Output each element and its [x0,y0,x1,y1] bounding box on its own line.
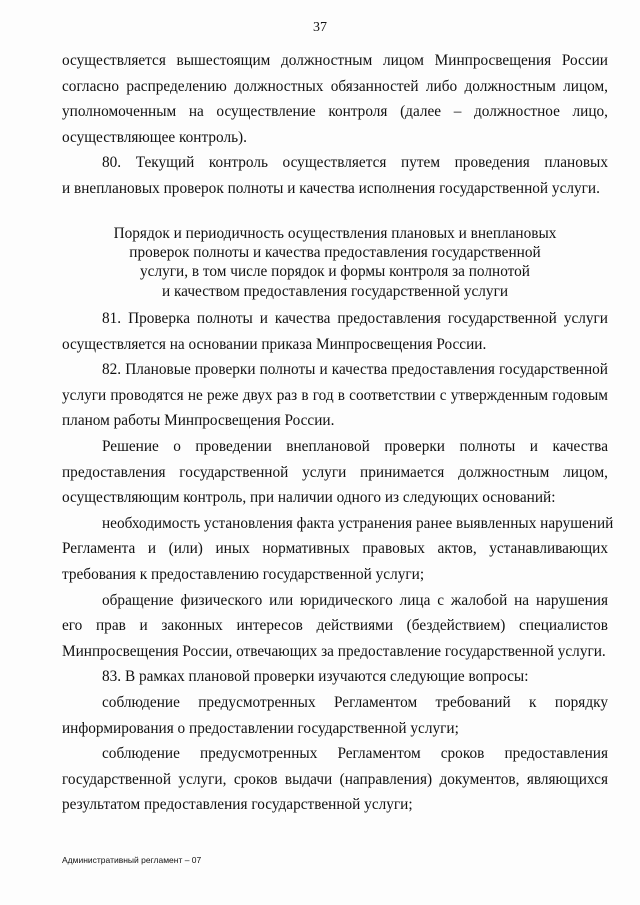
heading-line: услуги, в том числе порядок и формы контроля за полнотой [140,263,530,281]
text-line: осуществляется на основании приказа Минпросвещения России. [62,335,487,353]
text-line: государственной услуги, сроков выдачи (направления) документов, являющихся [62,770,608,788]
text-line: 83. В рамках плановой проверки изучаются следующие вопросы: [102,668,529,686]
heading-line: и качеством предоставления государственной услуги [161,282,509,300]
text-line: обращение физического или юридического лица с жалобой на нарушения [102,591,608,609]
paragraph-necessity [62,511,614,588]
paragraph-83 [62,664,608,690]
text-line: Решение о проведении внеплановой проверки полноты и качества [102,437,608,455]
text-line: и внеплановых проверок полноты и качества исполнения государственной услуги. [62,179,600,197]
text-line: Минпросвещения России, отвечающих за предоставление государственной услуги. [62,642,606,660]
paragraph-82 [62,357,608,434]
text-line: планом работы Минпросвещения России. [62,412,335,430]
text-line: согласно распределению должностных обязанностей либо должностным лицом, [62,77,608,95]
heading-line: проверок полноты и качества предоставления государственной [129,244,541,262]
page-number: 37 [313,20,327,35]
paragraph-continuation [62,48,608,150]
text-line: соблюдение предусмотренных Регламентом требований к порядку [102,693,608,711]
footer-text: Административный регламент – 07 [62,855,202,865]
text-line: требования к предоставлению государственной услуги; [62,565,425,583]
text-line: информирования о предоставлении государственной услуги; [62,719,459,737]
paragraph-81 [62,306,608,357]
paragraph-compliance-deadlines [62,741,608,818]
paragraph-decision [62,434,608,511]
text-line: 81. Проверка полноты и качества предоставления государственной услуги [102,310,608,327]
text-line: услуги проводятся не реже двух раз в год в соответствии с утвержденным годовым [62,386,608,404]
text-line: предоставления государственной услуги принимается должностным лицом, [62,463,608,481]
text-line: 80. Текущий контроль осуществляется путем проведения плановых [102,154,608,172]
text-line: осуществляющим контроль, при наличии одного из следующих оснований: [62,489,556,507]
text-line: 82. Плановые проверки полноты и качества предоставления государственной [102,361,608,379]
text-line: осуществляющее контроль). [62,128,247,146]
text-line: его прав и законных интересов действиями (бездействием) специалистов [62,617,608,635]
top-text-block [62,48,608,202]
main-text-block [62,306,614,818]
text-line: необходимость установления факта устранения ранее выявленных нарушений [102,514,614,532]
text-line: соблюдение предусмотренных Регламентом сроков предоставления [102,745,608,763]
paragraph-appeal [62,588,608,665]
text-line: Регламента и (или) иных нормативных правовых актов, устанавливающих [62,540,608,558]
text-line: результатом предоставления государственной услуги; [62,796,413,814]
text-line: уполномоченным на осуществление контроля (далее – должностное лицо, [62,103,608,121]
text-line: осуществляется вышестоящим должностным лицом Минпросвещения России [62,52,608,69]
heading-line: Порядок и периодичность осуществления плановых и внеплановых [113,225,557,242]
paragraph-compliance-info [62,690,608,741]
section-heading [62,224,608,301]
paragraph-80 [62,150,608,201]
